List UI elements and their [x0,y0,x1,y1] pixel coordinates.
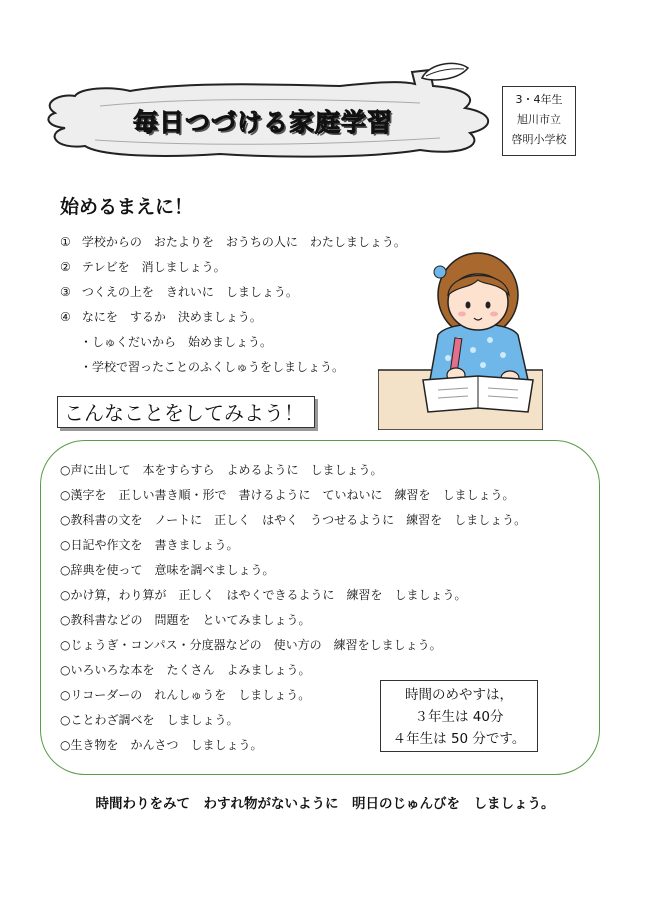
time-guideline-line: 時間のめやすは， [405,687,513,703]
activity-item: ○いろいろな本を たくさん よみましょう。 [60,663,311,677]
activity-item: ○かけ算，わり算が 正しく はやくできるように 練習を しましょう。 [60,588,467,602]
activity-item: ○教科書の文を ノートに 正しく はやく うつせるように 練習を しましょう。 [60,513,527,527]
activity-item: ○辞典を使って 意味を調べましょう。 [60,563,275,577]
studying-girl-illustration [378,240,543,430]
step-text: つくえの上を きれいに しましょう。 [81,285,298,299]
school-info-box [502,86,576,156]
sub-step-homework: ・しゅくだいから 始めましょう。 [80,335,273,349]
school-name: 啓明小学校 [511,133,567,146]
activity-item: ○リコーダーの れんしゅうを しましょう。 [60,688,311,702]
page-title: 毎日つづける家庭学習 [132,108,393,137]
step-2 [60,258,226,275]
step-text: 学校からの おたよりを おうちの人に わたしましょう。 [81,235,406,249]
activity-item: ○ことわざ調べを しましょう。 [60,713,239,727]
step-number: ① [60,235,71,249]
grade-label: 3・4年生 [515,93,563,106]
footer-message: 時間わりをみて わすれ物がないように 明日のじゅんびを しましょう。 [95,796,555,812]
step-4 [60,308,262,325]
before-heading: 始めるまえに！ [60,196,194,218]
city-label: 旭川市立 [517,113,561,126]
step-text: テレビを 消しましょう。 [81,260,226,274]
leaf-icon [420,60,470,82]
step-number: ③ [60,285,71,299]
time-guideline-line: ３年生は 40分 [414,709,504,725]
activity-item: ○教科書などの 問題を といてみましょう。 [60,613,311,627]
step-number: ② [60,260,71,274]
activity-item: ○じょうぎ・コンパス・分度器などの 使い方の 練習をしましょう。 [60,638,442,652]
activity-item: ○声に出して 本をすらすら よめるように しましょう。 [60,463,383,477]
time-guideline-line: ４年生は 50 分です。 [392,731,526,747]
activity-item: ○生き物を かんさつ しましょう。 [60,738,263,752]
step-1 [60,233,406,250]
step-3 [60,283,298,300]
sub-step-review: ・学校で習ったことのふくしゅうをしましょう。 [80,360,345,374]
try-heading: こんなことをしてみよう！ [57,396,315,428]
step-number: ④ [60,310,71,324]
time-guideline-box [380,680,538,752]
activity-item: ○日記や作文を 書きましょう。 [60,538,239,552]
step-text: なにを するか 決めましょう。 [81,310,262,324]
activity-item: ○漢字を 正しい書き順・形で 書けるように ていねいに 練習を しましょう。 [60,488,515,502]
